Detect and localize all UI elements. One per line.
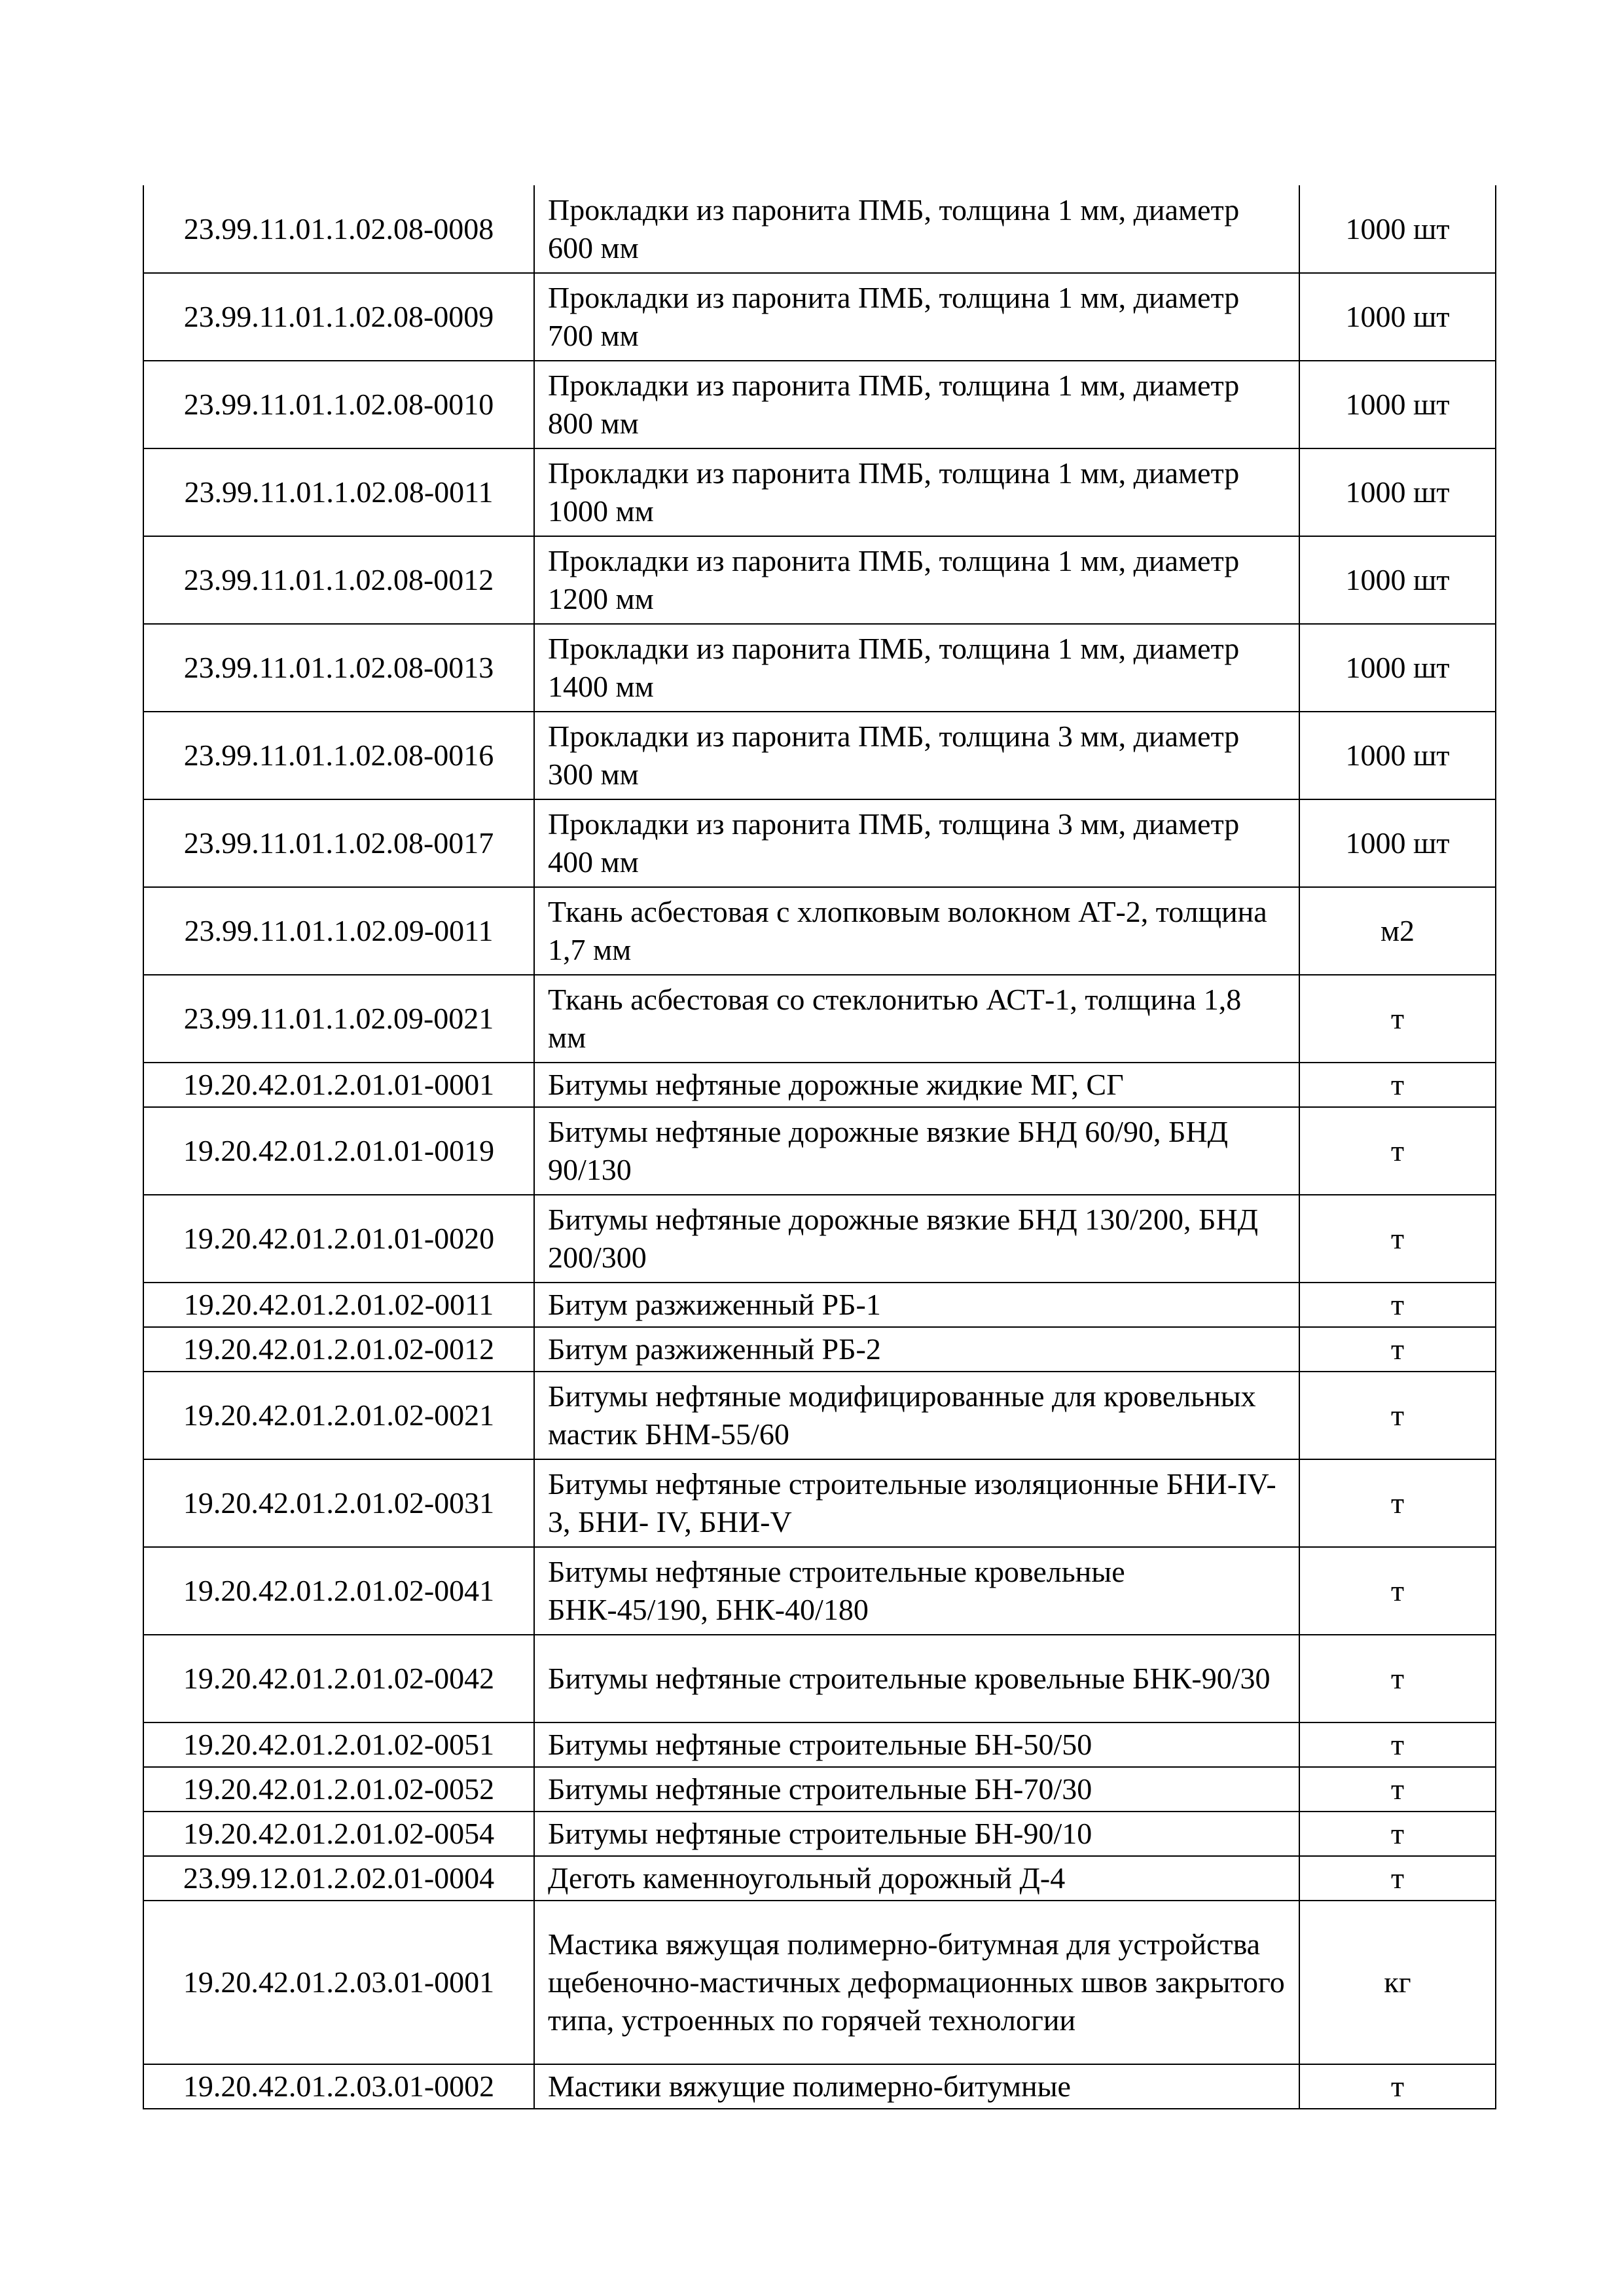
item-unit-cell: кг <box>1299 1901 1496 2064</box>
item-name-cell: Прокладки из паронита ПМБ, толщина 3 мм, диаметр 400 мм <box>534 799 1299 887</box>
table-body <box>143 185 1496 2109</box>
item-code-cell: 19.20.42.01.2.01.02-0021 <box>143 1372 534 1459</box>
item-unit-cell: т <box>1299 1459 1496 1547</box>
table-row <box>143 624 1496 712</box>
table-row <box>143 2064 1496 2109</box>
item-unit-cell: 1000 шт <box>1299 712 1496 799</box>
item-code-cell: 19.20.42.01.2.03.01-0001 <box>143 1901 534 2064</box>
item-name-cell: Битум разжиженный РБ-1 <box>534 1283 1299 1327</box>
item-unit-cell: 1000 шт <box>1299 624 1496 712</box>
table-row <box>143 1901 1496 2064</box>
item-name-cell: Битумы нефтяные строительные БН-70/30 <box>534 1767 1299 1812</box>
item-code-cell: 19.20.42.01.2.03.01-0002 <box>143 2064 534 2109</box>
materials-table <box>143 185 1496 2109</box>
item-name-cell: Прокладки из паронита ПМБ, толщина 1 мм, диаметр 1400 мм <box>534 624 1299 712</box>
table-row <box>143 975 1496 1063</box>
item-code-cell: 19.20.42.01.2.01.02-0031 <box>143 1459 534 1547</box>
item-unit-cell: т <box>1299 1327 1496 1372</box>
table-row <box>143 1372 1496 1459</box>
item-unit-cell: т <box>1299 1767 1496 1812</box>
item-name-cell: Прокладки из паронита ПМБ, толщина 3 мм, диаметр 300 мм <box>534 712 1299 799</box>
table-row <box>143 1722 1496 1767</box>
item-name-cell: Прокладки из паронита ПМБ, толщина 1 мм, диаметр 1000 мм <box>534 448 1299 536</box>
item-code-cell: 23.99.11.01.1.02.08-0012 <box>143 536 534 624</box>
table-row <box>143 1063 1496 1107</box>
item-name-cell: Битумы нефтяные строительные БН-90/10 <box>534 1812 1299 1856</box>
item-unit-cell: т <box>1299 1283 1496 1327</box>
item-unit-cell: т <box>1299 2064 1496 2109</box>
table-row <box>143 1459 1496 1547</box>
item-code-cell: 23.99.11.01.1.02.09-0011 <box>143 887 534 975</box>
item-code-cell: 19.20.42.01.2.01.01-0001 <box>143 1063 534 1107</box>
table-row <box>143 1547 1496 1635</box>
item-code-cell: 19.20.42.01.2.01.02-0011 <box>143 1283 534 1327</box>
item-unit-cell: т <box>1299 1722 1496 1767</box>
item-name-cell: Прокладки из паронита ПМБ, толщина 1 мм, диаметр 1200 мм <box>534 536 1299 624</box>
item-name-cell: Битумы нефтяные модифицированные для кровельных мастик БНМ-55/60 <box>534 1372 1299 1459</box>
item-code-cell: 19.20.42.01.2.01.02-0042 <box>143 1635 534 1722</box>
item-unit-cell: 1000 шт <box>1299 361 1496 448</box>
item-code-cell: 19.20.42.01.2.01.01-0019 <box>143 1107 534 1195</box>
item-unit-cell: т <box>1299 975 1496 1063</box>
table-row <box>143 712 1496 799</box>
item-code-cell: 23.99.11.01.1.02.08-0009 <box>143 273 534 361</box>
item-name-cell: Мастики вяжущие полимерно-битумные <box>534 2064 1299 2109</box>
item-code-cell: 23.99.11.01.1.02.09-0021 <box>143 975 534 1063</box>
item-name-cell: Битумы нефтяные дорожные жидкие МГ, СГ <box>534 1063 1299 1107</box>
item-code-cell: 23.99.11.01.1.02.08-0013 <box>143 624 534 712</box>
item-unit-cell: 1000 шт <box>1299 448 1496 536</box>
item-unit-cell: т <box>1299 1107 1496 1195</box>
item-name-cell: Деготь каменноугольный дорожный Д-4 <box>534 1856 1299 1901</box>
item-name-cell: Битум разжиженный РБ-2 <box>534 1327 1299 1372</box>
item-unit-cell: т <box>1299 1547 1496 1635</box>
item-code-cell: 23.99.11.01.1.02.08-0008 <box>143 185 534 273</box>
item-name-cell: Ткань асбестовая со стеклонитью АСТ-1, толщина 1,8 мм <box>534 975 1299 1063</box>
item-unit-cell: т <box>1299 1812 1496 1856</box>
table-row <box>143 1635 1496 1722</box>
item-code-cell: 23.99.11.01.1.02.08-0010 <box>143 361 534 448</box>
table-row <box>143 448 1496 536</box>
item-code-cell: 19.20.42.01.2.01.02-0012 <box>143 1327 534 1372</box>
table-row <box>143 1812 1496 1856</box>
item-name-cell: Битумы нефтяные дорожные вязкие БНД 130/200, БНД 200/300 <box>534 1195 1299 1283</box>
item-unit-cell: т <box>1299 1063 1496 1107</box>
item-unit-cell: т <box>1299 1856 1496 1901</box>
table-row <box>143 1107 1496 1195</box>
table-row <box>143 185 1496 273</box>
table-row <box>143 361 1496 448</box>
item-unit-cell: т <box>1299 1195 1496 1283</box>
item-unit-cell: 1000 шт <box>1299 273 1496 361</box>
item-unit-cell: т <box>1299 1635 1496 1722</box>
item-code-cell: 19.20.42.01.2.01.02-0051 <box>143 1722 534 1767</box>
table-row <box>143 1327 1496 1372</box>
item-name-cell: Битумы нефтяные строительные кровельные БНК-90/30 <box>534 1635 1299 1722</box>
item-unit-cell: т <box>1299 1372 1496 1459</box>
table-row <box>143 1856 1496 1901</box>
item-name-cell: Мастика вяжущая полимерно-битумная для устройства щебеночно-мастичных деформационных швов закрытого типа, устроенных по горячей технологии <box>534 1901 1299 2064</box>
item-name-cell: Битумы нефтяные строительные кровельные БНК-45/190, БНК-40/180 <box>534 1547 1299 1635</box>
table-row <box>143 799 1496 887</box>
item-name-cell: Битумы нефтяные строительные БН-50/50 <box>534 1722 1299 1767</box>
item-code-cell: 23.99.11.01.1.02.08-0017 <box>143 799 534 887</box>
table-row <box>143 1283 1496 1327</box>
item-unit-cell: 1000 шт <box>1299 799 1496 887</box>
table-row <box>143 887 1496 975</box>
item-unit-cell: м2 <box>1299 887 1496 975</box>
table-row <box>143 273 1496 361</box>
item-code-cell: 19.20.42.01.2.01.02-0041 <box>143 1547 534 1635</box>
item-unit-cell: 1000 шт <box>1299 185 1496 273</box>
table-row <box>143 536 1496 624</box>
item-name-cell: Битумы нефтяные дорожные вязкие БНД 60/90, БНД 90/130 <box>534 1107 1299 1195</box>
item-unit-cell: 1000 шт <box>1299 536 1496 624</box>
item-name-cell: Битумы нефтяные строительные изоляционные БНИ-IV-3, БНИ- IV, БНИ-V <box>534 1459 1299 1547</box>
item-code-cell: 23.99.11.01.1.02.08-0011 <box>143 448 534 536</box>
item-name-cell: Прокладки из паронита ПМБ, толщина 1 мм, диаметр 700 мм <box>534 273 1299 361</box>
item-code-cell: 19.20.42.01.2.01.02-0054 <box>143 1812 534 1856</box>
item-code-cell: 19.20.42.01.2.01.02-0052 <box>143 1767 534 1812</box>
table-row <box>143 1767 1496 1812</box>
item-name-cell: Прокладки из паронита ПМБ, толщина 1 мм, диаметр 800 мм <box>534 361 1299 448</box>
item-code-cell: 23.99.12.01.2.02.01-0004 <box>143 1856 534 1901</box>
item-name-cell: Прокладки из паронита ПМБ, толщина 1 мм, диаметр 600 мм <box>534 185 1299 273</box>
item-name-cell: Ткань асбестовая с хлопковым волокном АТ-2, толщина 1,7 мм <box>534 887 1299 975</box>
item-code-cell: 23.99.11.01.1.02.08-0016 <box>143 712 534 799</box>
table-row <box>143 1195 1496 1283</box>
item-code-cell: 19.20.42.01.2.01.01-0020 <box>143 1195 534 1283</box>
